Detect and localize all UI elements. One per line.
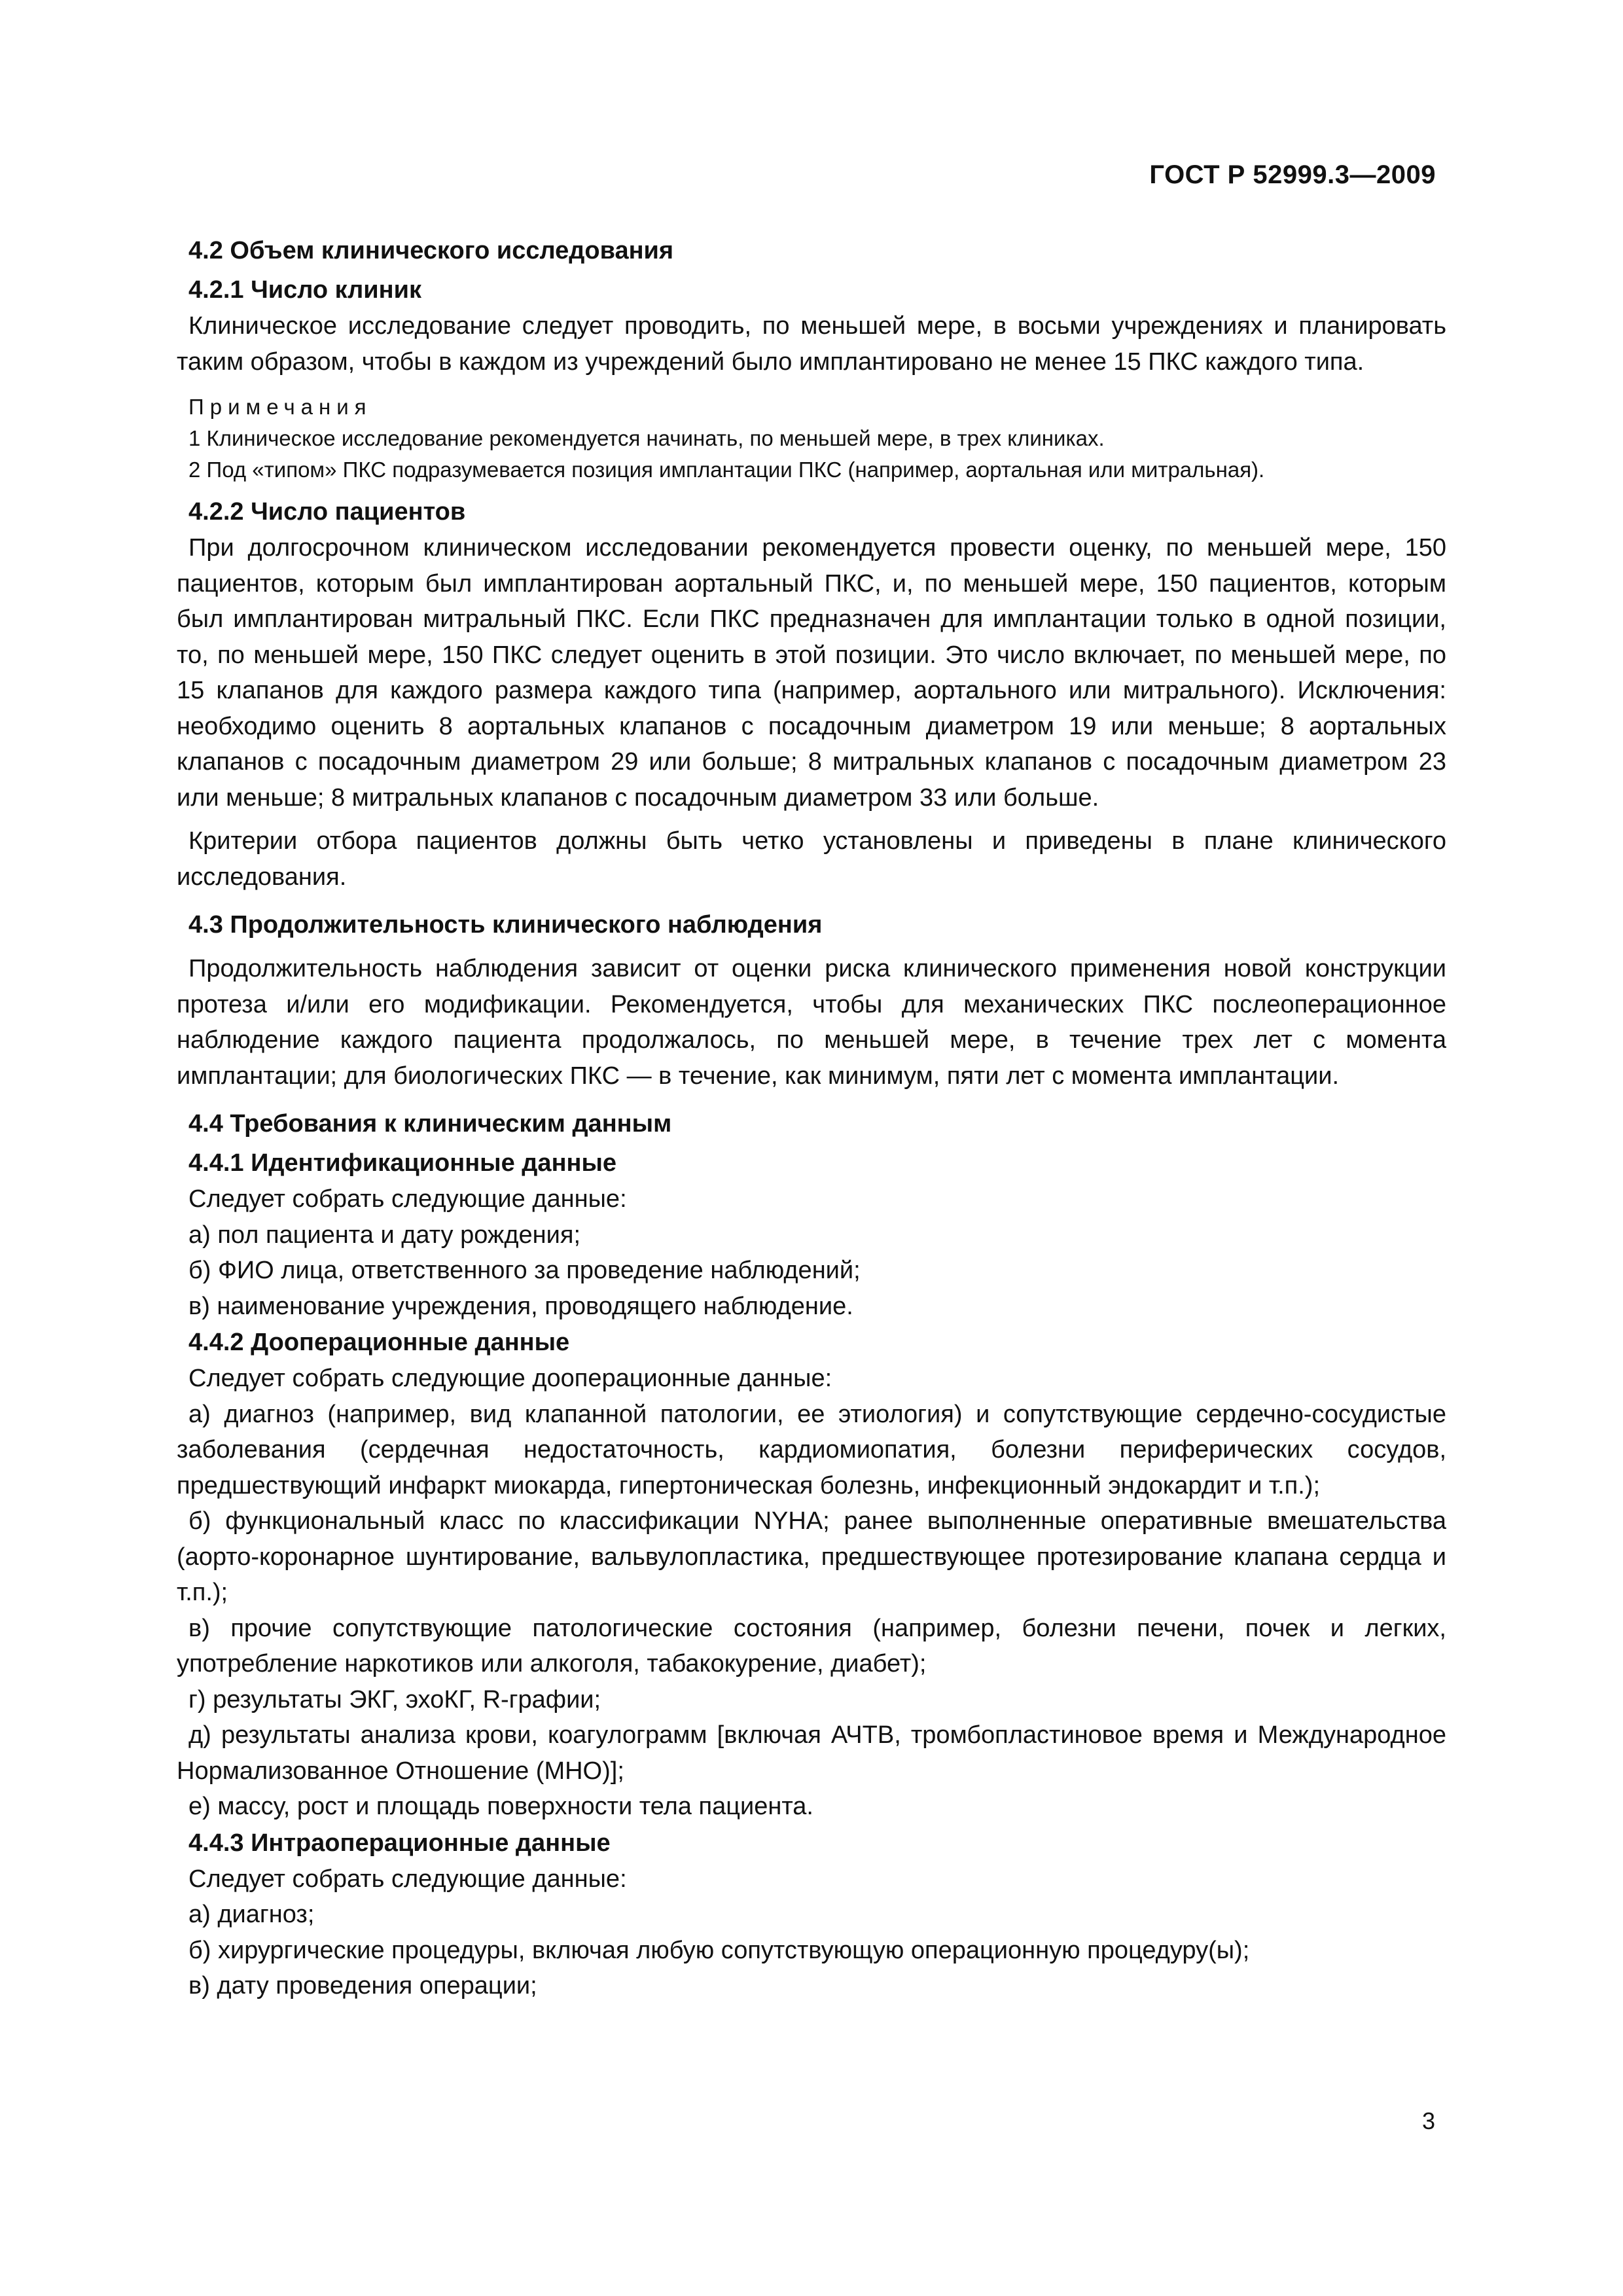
section-4-2-1-title: 4.2.1 Число клиник [188, 276, 421, 304]
section-4-4-2-title: 4.4.2 Дооперационные данные [188, 1329, 570, 1356]
document-body [177, 232, 1446, 2004]
section-4-4-2-item-c: в) прочие сопутствующие патологические состояния (например, болезни печени, почек и легких, употребление наркотиков или алкоголя, табакокурение, диабет); [177, 1614, 1446, 1677]
section-4-4-3-item-c: в) дату проведения операции; [188, 1972, 537, 2000]
notes-title: Примечания [188, 395, 372, 419]
section-4-2-2-text-2: Критерии отбора пациентов должны быть четко установлены и приведены в плане клинического исследования. [177, 827, 1446, 891]
section-4-4-2-item-d: г) результаты ЭКГ, эхоКГ, R-графии; [188, 1685, 601, 1713]
note-2: 2 Под «типом» ПКС подразумевается позиция имплантации ПКС (например, аортальная или митральная). [188, 457, 1265, 482]
section-4-4-2-item-b: б) функциональный класс по классификации NYHA; ранее выполненные оперативные вмешательства (аорто-коронарное шунтирование, вальвулопластика, предшествующее протезирование клапана сердца и т.п.); [177, 1507, 1446, 1606]
section-4-4-1-item-c: в) наименование учреждения, проводящего наблюдение. [188, 1292, 853, 1320]
section-4-4-1-item-b: б) ФИО лица, ответственного за проведение наблюдений; [188, 1257, 861, 1284]
section-4-4-1-intro: Следует собрать следующие данные: [188, 1185, 627, 1213]
section-4-4-2-item-f: е) массу, рост и площадь поверхности тела пациента. [188, 1793, 813, 1820]
section-4-3-text: Продолжительность наблюдения зависит от оценки риска клинического применения новой конструкции протеза и/или его модификации. Рекомендуется, чтобы для механических ПКС послеоперационное наблюдение каждого пациента продолжалось, по меньшей мере, в течение трех лет с момента имплантации; для биологических ПКС — в течение, как минимум, пяти лет с момента имплантации. [177, 955, 1446, 1090]
section-4-2-2-text-1: При долгосрочном клиническом исследовании рекомендуется провести оценку, по меньшей мере, 150 пациентов, которым был имплантирован аортальный ПКС, и, по меньшей мере, 150 пациентов, которым был имплантирован митральный ПКС. Если ПКС предназначен для имплантации только в одной позиции, то, по меньшей мере, 150 ПКС следует оценить в этой позиции. Это число включает, по меньшей мере, по 15 клапанов для каждого размера каждого типа (например, аортального или митрального). Исключения: необходимо оценить 8 аортальных клапанов с посадочным диаметром 19 или меньше; 8 аортальных клапанов с посадочным диаметром 29 или больше; 8 митральных клапанов с посадочным диаметром 23 или меньше; 8 митральных клапанов с посадочным диаметром 33 или больше. [177, 534, 1446, 812]
section-4-4-1-item-a: а) пол пациента и дату рождения; [188, 1221, 581, 1249]
document-code: ГОСТ Р 52999.3—2009 [1149, 160, 1436, 189]
section-4-4-3-title: 4.4.3 Интраоперационные данные [188, 1829, 611, 1857]
section-4-4-2-intro: Следует собрать следующие дооперационные данные: [188, 1365, 832, 1392]
section-4-4-3-item-a: а) диагноз; [188, 1901, 315, 1928]
section-4-4-3-item-b: б) хирургические процедуры, включая любую сопутствующую операционную процедуру(ы); [188, 1936, 1250, 1964]
section-4-4-1-title: 4.4.1 Идентификационные данные [188, 1149, 617, 1177]
section-4-4-3-intro: Следует собрать следующие данные: [188, 1865, 627, 1893]
section-4-2-1-text: Клиническое исследование следует проводить, по меньшей мере, в восьми учреждениях и планировать таким образом, чтобы в каждом из учреждений было имплантировано не менее 15 ПКС каждого типа. [177, 312, 1446, 376]
section-4-4-2-item-e: д) результаты анализа крови, коагулограмм [включая АЧТВ, тромбопластиновое время и Международное Нормализованное Отношение (МНО)]; [177, 1721, 1446, 1785]
section-4-2-2-title: 4.2.2 Число пациентов [188, 498, 466, 526]
note-1: 1 Клиническое исследование рекомендуется начинать, по меньшей мере, в трех клиниках. [188, 426, 1105, 450]
section-4-4-title: 4.4 Требования к клиническим данным [188, 1110, 672, 1138]
section-4-3-title: 4.3 Продолжительность клинического наблюдения [188, 911, 823, 939]
section-4-2-title: 4.2 Объем клинического исследования [188, 237, 674, 264]
notes-block [177, 391, 1446, 486]
section-4-4-2-item-a: а) диагноз (например, вид клапанной патологии, ее этиология) и сопутствующие сердечно-сосудистые заболевания (сердечная недостаточность, кардиомиопатия, болезни периферических сосудов, предшествующий инфаркт миокарда, гипертоническая болезнь, инфекционный эндокардит и т.п.); [177, 1400, 1446, 1499]
page-number: 3 [1421, 2108, 1435, 2134]
